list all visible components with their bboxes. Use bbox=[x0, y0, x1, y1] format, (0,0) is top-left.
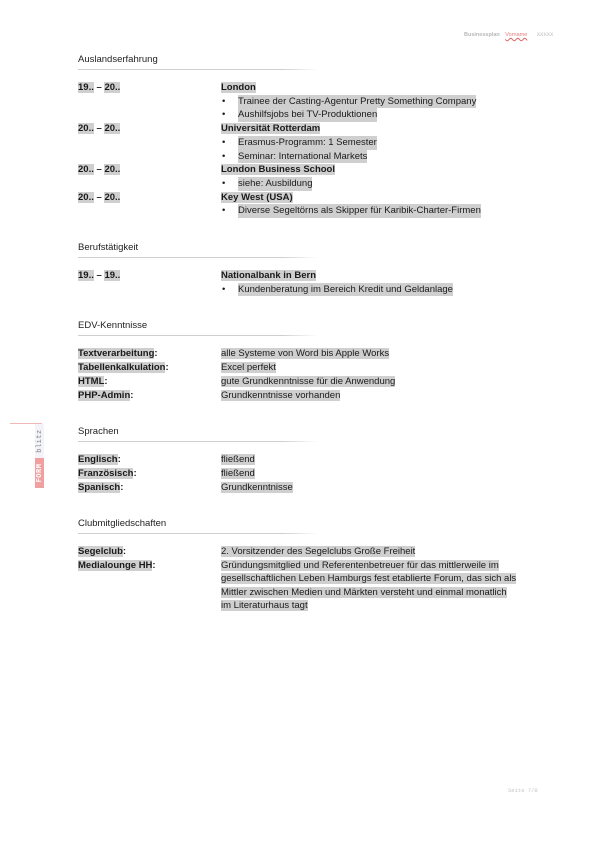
entry-title: Nationalbank in Bern bbox=[221, 270, 317, 282]
page-header bbox=[464, 31, 553, 38]
bullet-icon: • bbox=[222, 283, 226, 295]
kv-value: Gründungsmitglied und Referentenbetreuer für das mittlerweile im gesellschaftlichen Leben Hamburgs fest etablierte Forum, das sich als Mittler zwischen Medien und Märkten versteht und einmal monatlich im Literaturhaus tagt bbox=[221, 560, 517, 612]
bullet-icon: • bbox=[222, 150, 226, 162]
kv-key: PHP-Admin bbox=[78, 389, 131, 401]
bullet-row: • Aushilfsjobs bei TV-Produktionen bbox=[222, 109, 378, 121]
kv-row: Englisch: fließend bbox=[78, 454, 255, 466]
section-clubmitgliedschaften bbox=[78, 517, 518, 612]
kv-row: PHP-Admin: Grundkenntnisse vorhanden bbox=[78, 389, 341, 401]
kv-key: Englisch bbox=[78, 454, 118, 466]
logo-form: FORM bbox=[35, 458, 44, 488]
section-berufstaetigkeit bbox=[78, 241, 518, 296]
entry-row bbox=[78, 163, 518, 177]
date-range: 19.. – 19.. bbox=[78, 270, 121, 282]
date-range: 19.. – 20.. bbox=[78, 82, 121, 93]
bullet-row: • Erasmus-Programm: 1 Semester bbox=[222, 136, 377, 148]
kv-key: Textverarbeitung bbox=[78, 348, 155, 360]
entry-row bbox=[78, 81, 518, 95]
bullet-row: • Trainee der Casting-Agentur Pretty Something Company bbox=[222, 95, 477, 107]
section-title: Auslandserfahrung bbox=[78, 54, 158, 65]
kv-row: Französisch: fließend bbox=[78, 467, 255, 479]
section-title: Sprachen bbox=[78, 426, 119, 438]
bullet-row: • Diverse Segeltörns als Skipper für Karibik-Charter-Firmen bbox=[222, 205, 481, 217]
kv-key: Französisch bbox=[78, 467, 134, 479]
entry-row bbox=[78, 191, 518, 205]
header-code: XXXXX bbox=[536, 31, 554, 38]
bullet-row: • Seminar: International Markets bbox=[222, 150, 368, 162]
header-placeholder-word: Vorname bbox=[505, 32, 528, 38]
kv-value: alle Systeme von Word bis Apple Works bbox=[221, 348, 390, 360]
kv-key: Tabellenkalkulation bbox=[78, 362, 166, 374]
kv-value: Excel perfekt bbox=[221, 362, 276, 374]
section-sprachen bbox=[78, 425, 518, 494]
date-range: 20.. – 20.. bbox=[78, 123, 121, 135]
section-title: Berufstätigkeit bbox=[78, 242, 139, 254]
entry-row bbox=[78, 269, 518, 283]
kv-row: Medialounge HH: Gründungsmitglied und Referentenbetreuer für das mittlerweile im gesellschaftlichen Leben Hamburgs fest etablierte Forum, das sich als Mittler zwischen Medien und Märkten versteht und einmal monatlich im Literaturhaus tagt bbox=[78, 560, 517, 612]
header-title: Businessplan bbox=[464, 32, 500, 38]
date-range: 20.. – 20.. bbox=[78, 191, 121, 203]
kv-key: HTML bbox=[78, 375, 105, 387]
section-divider bbox=[78, 69, 318, 70]
logo-vertical bbox=[35, 424, 44, 488]
section-divider bbox=[78, 335, 318, 336]
kv-row: Spanisch: Grundkenntnisse bbox=[78, 481, 293, 493]
section-divider bbox=[78, 441, 318, 442]
entry-title: London Business School bbox=[221, 164, 336, 176]
section-edv-kenntnisse bbox=[78, 319, 518, 402]
entry-title: Universität Rotterdam bbox=[221, 123, 321, 135]
date-range: 20.. – 20.. bbox=[78, 164, 121, 176]
kv-row: Textverarbeitung: alle Systeme von Word bis Apple Works bbox=[78, 348, 390, 360]
entry-row bbox=[78, 122, 518, 136]
document-body bbox=[78, 53, 518, 613]
bullet-icon: • bbox=[222, 95, 226, 107]
section-auslandserfahrung bbox=[78, 53, 518, 218]
kv-row: HTML: gute Grundkenntnisse für die Anwendung bbox=[78, 375, 396, 387]
section-title: Clubmitgliedschaften bbox=[78, 518, 167, 530]
formblitz-logo bbox=[8, 422, 48, 492]
bullet-icon: • bbox=[222, 136, 226, 148]
bullet-row: • siehe: Ausbildung bbox=[222, 177, 313, 189]
kv-row: Segelclub: 2. Vorsitzender des Segelclubs Große Freiheit bbox=[78, 546, 416, 558]
kv-value: Grundkenntnisse vorhanden bbox=[221, 389, 341, 401]
bullet-icon: • bbox=[222, 177, 226, 189]
kv-value: fließend bbox=[221, 454, 255, 466]
kv-key: Medialounge HH bbox=[78, 560, 153, 572]
logo-blitz: blitz bbox=[35, 424, 44, 458]
bullet-icon: • bbox=[222, 109, 226, 121]
kv-value: gute Grundkenntnisse für die Anwendung bbox=[221, 375, 396, 387]
kv-row: Tabellenkalkulation: Excel perfekt bbox=[78, 362, 276, 374]
kv-value: fließend bbox=[221, 467, 255, 479]
kv-key: Segelclub bbox=[78, 546, 123, 558]
entry-title: London bbox=[221, 82, 256, 93]
section-title: EDV-Kenntnisse bbox=[78, 320, 148, 332]
bullet-icon: • bbox=[222, 205, 226, 217]
entry-title: Key West (USA) bbox=[221, 191, 293, 203]
section-divider bbox=[78, 533, 318, 534]
section-divider bbox=[78, 257, 318, 258]
kv-value: Grundkenntnisse bbox=[221, 481, 293, 493]
kv-key: Spanisch bbox=[78, 481, 121, 493]
kv-value: 2. Vorsitzender des Segelclubs Große Freiheit bbox=[221, 546, 416, 558]
bullet-row: • Kundenberatung im Bereich Kredit und Geldanlage bbox=[222, 283, 453, 295]
page-number: Seite 7/8 bbox=[508, 787, 538, 794]
